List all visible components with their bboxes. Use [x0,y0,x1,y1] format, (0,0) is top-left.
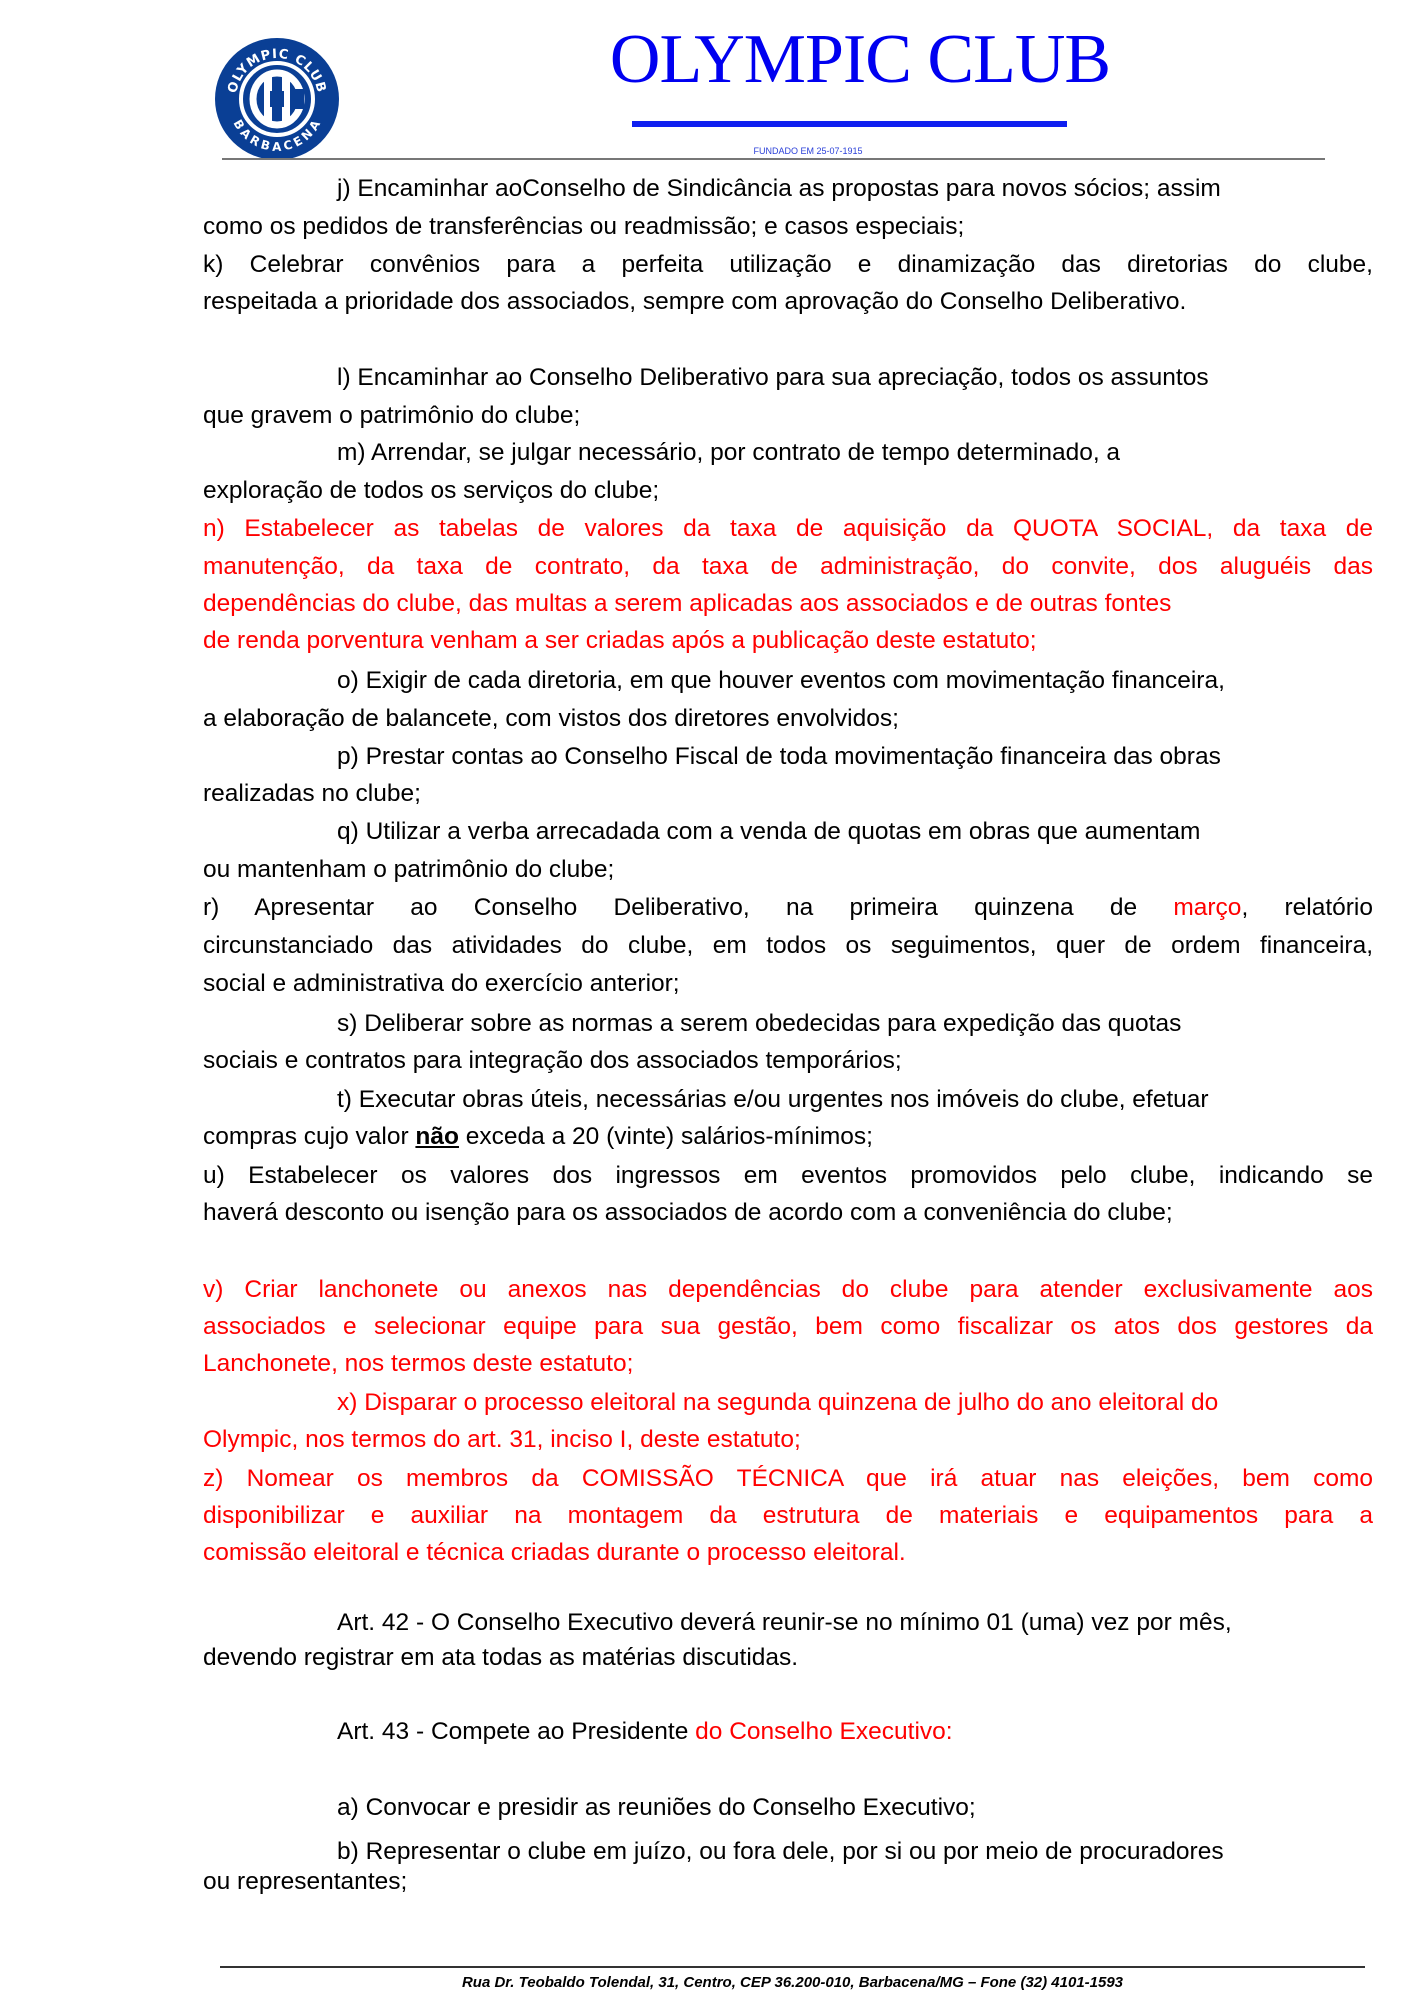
item-t-text-a: compras cujo valor [203,1123,416,1150]
item-j-line-1: j) Encaminhar aoConselho de Sindicância as propostas para novos sócios; assim [337,175,1221,202]
club-logo [214,37,340,161]
item-x-line-1: x) Disparar o processo eleitoral na segunda quinzena de julho do ano eleitoral do [337,1389,1219,1416]
svg-text:OLYMPIC CLUB: OLYMPIC CLUB [225,46,329,95]
item-v-line-1: v) Criar lanchonete ou anexos nas dependências do clube para atender exclusivamente aos [203,1276,1373,1303]
footer-rule [220,1966,1365,1968]
item-m-line-1: m) Arrendar, se julgar necessário, por contrato de tempo determinado, a [337,439,1121,466]
item-q-line-1: q) Utilizar a verba arrecadada com a venda de quotas em obras que aumentam [337,818,1201,845]
item-s-line-2: sociais e contratos para integração dos associados temporários; [203,1047,902,1074]
item-q-line-2: ou mantenham o patrimônio do clube; [203,856,615,883]
item-p-line-2: realizadas no clube; [203,780,421,807]
item-z-line-3: comissão eleitoral e técnica criadas durante o processo eleitoral. [203,1539,906,1566]
item-k-line-1: k) Celebrar convênios para a perfeita utilização e dinamização das diretorias do clube, [203,251,1373,278]
item-v-line-2: associados e selecionar equipe para sua gestão, bem como fiscalizar os atos dos gestores da [203,1313,1373,1340]
item-o-line-1: o) Exigir de cada diretoria, em que houver eventos com movimentação financeira, [337,667,1225,694]
item-r-text-a: r) Apresentar ao Conselho Deliberativo, na primeira quinzena de [203,894,1174,921]
art-42-line-2: devendo registrar em ata todas as matérias discutidas. [203,1644,799,1671]
title-underline [632,121,1067,127]
header-rule [222,158,1325,160]
item-o-line-2: a elaboração de balancete, com vistos dos diretores envolvidos; [203,705,899,732]
item-r-line-2: circunstanciado das atividades do clube, em todos os seguimentos, quer de ordem financeira, [203,932,1373,959]
item-l-line-1: l) Encaminhar ao Conselho Deliberativo para sua apreciação, todos os assuntos [337,364,1209,391]
art-43-text: Art. 43 - Compete ao Presidente [337,1718,696,1745]
item-t-text-c: exceda a 20 (vinte) salários-mínimos; [458,1123,873,1150]
art-43-item-b-line-2: ou representantes; [203,1868,408,1895]
footer-address: Rua Dr. Teobaldo Tolendal, 31, Centro, CEP 36.200-010, Barbacena/MG – Fone (32) 4101-1593 [461,1974,1124,1991]
item-z-line-1: z) Nomear os membros da COMISSÃO TÉCNICA que irá atuar nas eleições, bem como [203,1465,1373,1492]
art-43-item-a: a) Convocar e presidir as reuniões do Conselho Executivo; [337,1794,976,1821]
club-title: OLYMPIC CLUB [609,21,1111,98]
item-n-line-3: dependências do clube, das multas a serem aplicadas aos associados e de outras fontes [203,590,1172,617]
item-t-line-2 [203,1122,1373,1152]
item-r-line-1 [203,893,1373,923]
art-42-line-1: Art. 42 - O Conselho Executivo deverá reunir-se no mínimo 01 (uma) vez por mês, [337,1609,1232,1636]
item-u-line-2: haverá desconto ou isenção para os associados de acordo com a conveniência do clube; [203,1199,1173,1226]
item-r-text-c: , relatório [1241,894,1373,921]
item-z-line-2: disponibilizar e auxiliar na montagem da estrutura de materiais e equipamentos para a [203,1502,1373,1529]
item-n-line-1: n) Estabelecer as tabelas de valores da taxa de aquisição da QUOTA SOCIAL, da taxa de [203,515,1373,542]
founded-date: FUNDADO EM 25-07-1915 [753,146,863,156]
item-j-line-2: como os pedidos de transferências ou readmissão; e casos especiais; [203,213,965,240]
item-n-line-4: de renda porventura venham a ser criadas após a publicação deste estatuto; [203,627,1037,654]
item-n-line-2: manutenção, da taxa de contrato, da taxa de administração, do convite, dos aluguéis das [203,553,1373,580]
art-43-heading [337,1717,1373,1747]
item-x-line-2: Olympic, nos termos do art. 31, inciso I, deste estatuto; [203,1426,801,1453]
item-s-line-1: s) Deliberar sobre as normas a serem obedecidas para expedição das quotas [337,1010,1182,1037]
art-43-highlight: do Conselho Executivo: [695,1718,953,1745]
item-t-emphasis: não [415,1123,459,1150]
svg-text:BARBACENA: BARBACENA [230,117,324,154]
item-p-line-1: p) Prestar contas ao Conselho Fiscal de toda movimentação financeira das obras [337,743,1221,770]
item-u-line-1: u) Estabelecer os valores dos ingressos em eventos promovidos pelo clube, indicando se [203,1162,1373,1189]
item-v-line-3: Lanchonete, nos termos deste estatuto; [203,1350,634,1377]
item-r-line-3: social e administrativa do exercício anterior; [203,970,680,997]
item-t-line-1: t) Executar obras úteis, necessárias e/ou urgentes nos imóveis do clube, efetuar [337,1086,1209,1113]
item-r-highlight-month: março [1173,894,1242,921]
art-43-item-b-line-1: b) Representar o clube em juízo, ou fora dele, por si ou por meio de procuradores [337,1838,1224,1865]
item-l-line-2: que gravem o patrimônio do clube; [203,402,581,429]
item-k-line-2: respeitada a prioridade dos associados, sempre com aprovação do Conselho Deliberativo. [203,288,1187,315]
club-emblem-icon [214,37,340,161]
item-m-line-2: exploração de todos os serviços do clube; [203,477,660,504]
